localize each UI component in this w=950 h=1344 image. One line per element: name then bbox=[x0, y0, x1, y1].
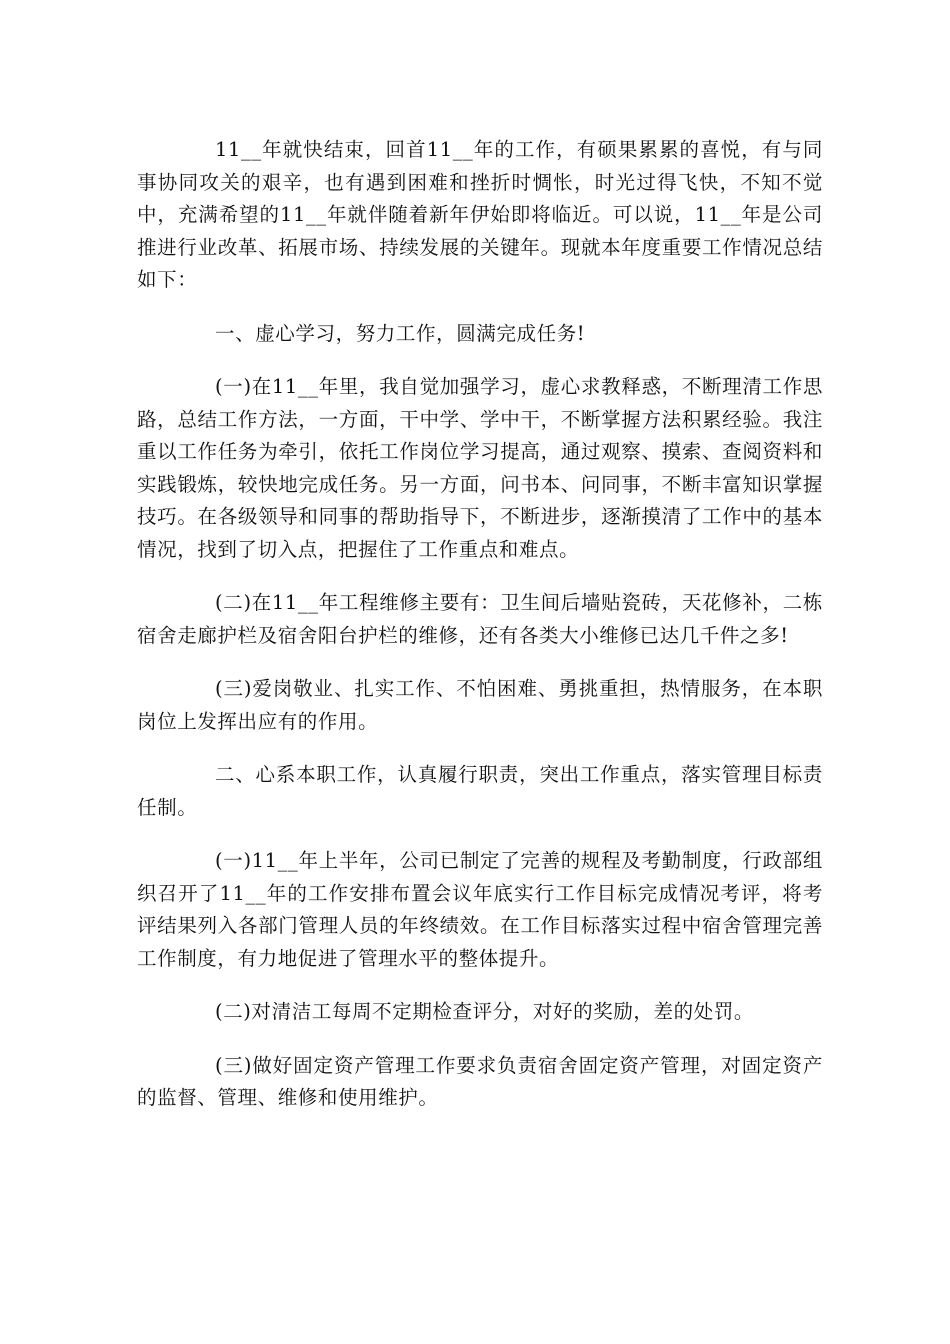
paragraph-2-2: (二)对清洁工每周不定期检查评分，对好的奖励，差的处罚。 bbox=[215, 1000, 755, 1023]
paragraph-1-2: (二)在11__年工程维修主要有：卫生间后墙贴瓷砖，天花修补，二栋宿舍走廊护栏及宿舍阳台护栏的维修，还有各类大小维修已达几千件之多! bbox=[137, 591, 823, 647]
document-body bbox=[137, 134, 823, 1136]
paragraph-1-1: (一)在11__年里，我自觉加强学习，虚心求教释惑，不断理清工作思路，总结工作方法，一方面，干中学、学中干，不断掌握方法积累经验。我注重以工作任务为牵引，依托工作岗位学习提高，通过观察、摸索、查阅资料和实践锻炼，较快地完成任务。另一方面，问书本、问同事，不断丰富知识掌握技巧。在各级领导和同事的帮助指导下，不断进步，逐渐摸清了工作中的基本情况，找到了切入点，把握住了工作重点和难点。 bbox=[137, 375, 823, 561]
intro-paragraph: 11__年就快结束，回首11__年的工作，有硕果累累的喜悦，有与同事协同攻关的艰辛，也有遇到困难和挫折时惆怅，时光过得飞快，不知不觉中，充满希望的11__年就伴随着新年伊始即将临近。可以说，11__年是公司推进行业改革、拓展市场、持续发展的关键年。现就本年度重要工作情况总结如下： bbox=[137, 138, 823, 291]
paragraph-2-3: (三)做好固定资产管理工作要求负责宿舍固定资产管理，对固定资产的监督、管理、维修和使用维护。 bbox=[137, 1053, 823, 1109]
paragraph-2-1: (一)11__年上半年，公司已制定了完善的规程及考勤制度，行政部组织召开了11__年的工作安排布置会议年底实行工作目标完成情况考评，将考评结果列入各部门管理人员的年终绩效。在工作目标落实过程中宿舍管理完善工作制度，有力地促进了管理水平的整体提升。 bbox=[137, 849, 823, 970]
section-heading-2: 二、心系本职工作，认真履行职责，突出工作重点，落实管理目标责任制。 bbox=[137, 763, 823, 819]
paragraph-1-3: (三)爱岗敬业、扎实工作、不怕困难、勇挑重担，热情服务，在本职岗位上发挥出应有的作用。 bbox=[137, 677, 823, 733]
section-heading-1: 一、虚心学习，努力工作，圆满完成任务! bbox=[215, 321, 586, 345]
